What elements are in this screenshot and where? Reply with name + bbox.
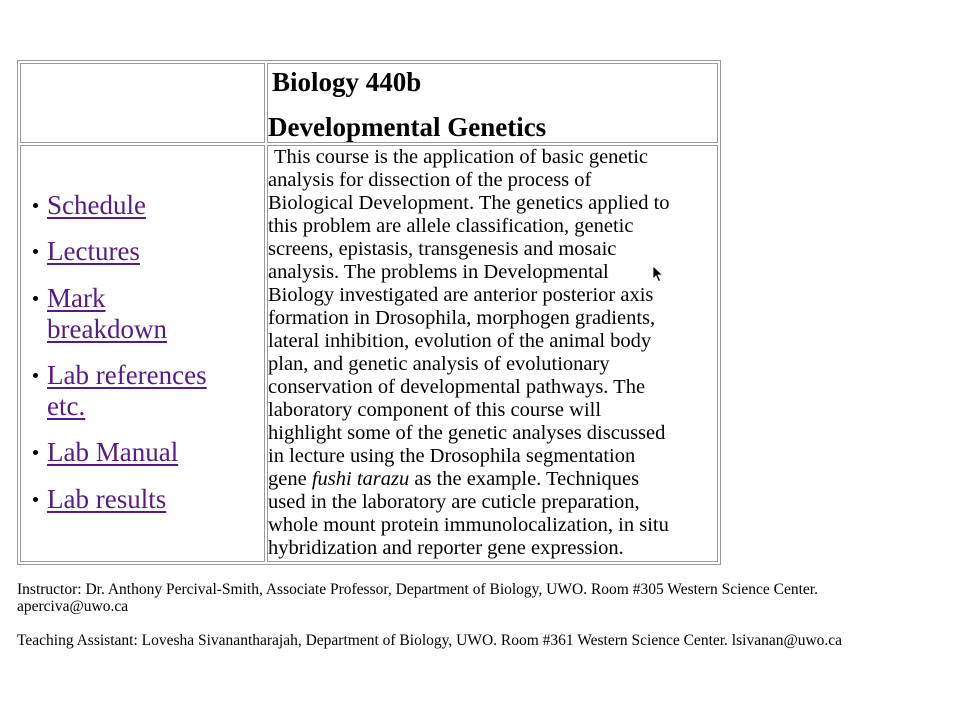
gene-prefix: gene bbox=[268, 468, 312, 490]
bullet-icon bbox=[33, 249, 38, 254]
nav-item-mark-breakdown bbox=[47, 283, 257, 345]
description-line: Biological Development. The genetics applied to bbox=[268, 192, 670, 214]
description-line: This course is the application of basic genetic bbox=[274, 146, 649, 168]
description-line: formation in Drosophila, morphogen gradients, bbox=[268, 307, 656, 329]
description-line: analysis for dissection of the process of bbox=[268, 169, 592, 191]
course-description bbox=[268, 146, 720, 560]
bullet-icon bbox=[33, 296, 38, 301]
table-cell-empty bbox=[20, 63, 265, 143]
lectures-link[interactable]: Lectures bbox=[47, 236, 140, 266]
description-line: plan, and genetic analysis of evolutionary bbox=[268, 353, 610, 375]
instructor-info: Instructor: Dr. Anthony Percival-Smith, Associate Professor, Department of Biology, UWO. Room #305 Western Science Center. bbox=[17, 581, 818, 598]
gene-name: fushi tarazu bbox=[311, 468, 410, 490]
description-line: laboratory component of this course will bbox=[268, 399, 602, 421]
bullet-icon bbox=[33, 450, 38, 455]
instructor-email: aperciva@uwo.ca bbox=[17, 598, 129, 615]
description-line: this problem are allele classification, genetic bbox=[268, 215, 634, 237]
bullet-icon bbox=[33, 373, 38, 378]
description-cell bbox=[267, 145, 718, 562]
description-line: in lecture using the Drosophila segmentation bbox=[268, 445, 636, 467]
description-line: analysis. The problems in Developmental bbox=[268, 261, 609, 283]
mouse-cursor-icon bbox=[652, 265, 664, 283]
mark-breakdown-link[interactable]: Mark breakdown bbox=[47, 283, 167, 344]
description-line: screens, epistasis, transgenesis and mosaic bbox=[268, 238, 617, 260]
description-line: used in the laboratory are cuticle preparation, bbox=[268, 491, 640, 513]
nav-item-lab-references bbox=[47, 360, 257, 422]
nav-item-lab-results bbox=[47, 484, 257, 515]
description-line-gene bbox=[268, 468, 720, 491]
nav-item-schedule bbox=[47, 190, 257, 221]
schedule-link[interactable]: Schedule bbox=[47, 190, 146, 220]
lab-results-link[interactable]: Lab results bbox=[47, 484, 167, 514]
description-line: conservation of developmental pathways. The bbox=[268, 376, 646, 398]
lab-references-link[interactable]: Lab references etc. bbox=[47, 360, 207, 421]
description-line: whole mount protein immunolocalization, in situ bbox=[268, 514, 669, 536]
nav-item-lab-manual bbox=[47, 437, 257, 468]
description-line: Biology investigated are anterior posterior axis bbox=[268, 284, 654, 306]
bullet-icon bbox=[33, 203, 38, 208]
nav-cell bbox=[20, 145, 265, 562]
description-line: lateral inhibition, evolution of the animal body bbox=[268, 330, 652, 352]
gene-suffix: as the example. Techniques bbox=[409, 468, 640, 490]
lab-manual-link[interactable]: Lab Manual bbox=[47, 437, 179, 467]
course-table bbox=[17, 60, 721, 565]
course-title: Developmental Genetics bbox=[268, 112, 547, 142]
course-code: Biology 440b bbox=[272, 67, 422, 97]
bullet-icon bbox=[33, 497, 38, 502]
ta-info: Teaching Assistant: Lovesha Sivanantharajah, Department of Biology, UWO. Room #361 Western Science Center. lsivanan@uwo.ca bbox=[17, 632, 843, 649]
description-line: highlight some of the genetic analyses discussed bbox=[268, 422, 666, 444]
nav-item-lectures bbox=[47, 236, 257, 267]
description-line: hybridization and reporter gene expression. bbox=[268, 537, 624, 559]
header-cell bbox=[267, 63, 718, 143]
